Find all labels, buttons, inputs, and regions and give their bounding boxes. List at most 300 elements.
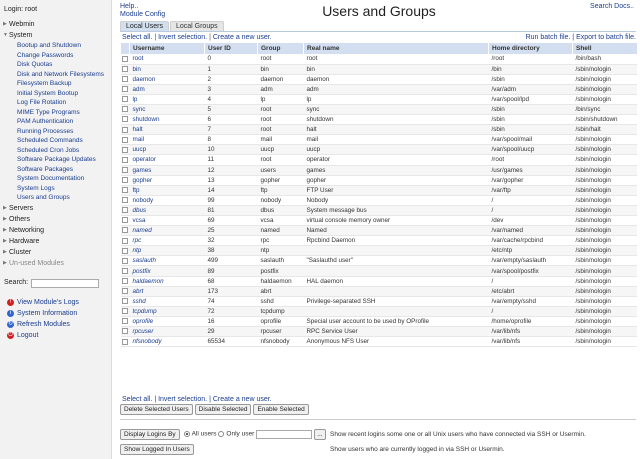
invert-selection-link[interactable]: Invert selection. bbox=[158, 396, 208, 403]
user-id-cell: 69 bbox=[205, 216, 258, 226]
row-checkbox[interactable] bbox=[122, 268, 128, 274]
table-actions-bottom bbox=[122, 396, 272, 403]
home-directory-cell: / bbox=[489, 276, 573, 286]
real-name-cell: shutdown bbox=[304, 115, 489, 125]
row-checkbox[interactable] bbox=[122, 328, 128, 334]
username-cell[interactable]: nfsnobody bbox=[130, 337, 205, 347]
column-header-shell[interactable]: Shell bbox=[573, 43, 637, 54]
user-id-cell: 499 bbox=[205, 256, 258, 266]
home-directory-cell: /var/spool/lpd bbox=[489, 94, 573, 104]
shell-cell: /bin/bash bbox=[573, 54, 637, 64]
row-checkbox[interactable] bbox=[122, 106, 128, 112]
row-checkbox[interactable] bbox=[122, 288, 128, 294]
home-directory-cell: /root bbox=[489, 54, 573, 64]
column-header-select bbox=[121, 43, 130, 54]
export-batch-link[interactable]: Export to batch file. bbox=[576, 34, 636, 41]
sidebar-item-mime-type-programs[interactable]: MIME Type Programs bbox=[17, 108, 80, 116]
sidebar-item-running-processes[interactable]: Running Processes bbox=[17, 127, 74, 135]
user-id-cell: 99 bbox=[205, 195, 258, 205]
real-name-cell bbox=[304, 246, 489, 256]
home-directory-cell: /root bbox=[489, 155, 573, 165]
user-browse-button[interactable]: ... bbox=[314, 429, 325, 440]
username-cell[interactable]: sshd bbox=[130, 296, 205, 306]
separator: | bbox=[154, 396, 157, 403]
user-id-cell: 11 bbox=[205, 155, 258, 165]
sidebar-links bbox=[0, 297, 112, 341]
group-cell: lp bbox=[258, 94, 304, 104]
row-checkbox[interactable] bbox=[122, 238, 128, 244]
users-table-body bbox=[121, 54, 637, 347]
row-checkbox[interactable] bbox=[122, 177, 128, 183]
tab-divider bbox=[120, 31, 636, 32]
home-directory-cell: /usr/games bbox=[489, 165, 573, 175]
username-cell[interactable]: uucp bbox=[130, 145, 205, 155]
table-header-row bbox=[121, 43, 637, 54]
separator: | bbox=[209, 34, 211, 41]
row-checkbox[interactable] bbox=[122, 298, 128, 304]
username-cell[interactable]: saslauth bbox=[130, 256, 205, 266]
shell-cell: /sbin/nologin bbox=[573, 256, 637, 266]
only-user-input[interactable] bbox=[256, 430, 312, 439]
shell-cell: /sbin/nologin bbox=[573, 296, 637, 306]
real-name-cell: System message bus bbox=[304, 205, 489, 215]
page-title: Users and Groups bbox=[322, 3, 436, 19]
real-name-cell: Special user account to be used by OProfile bbox=[304, 316, 489, 326]
home-directory-cell: /var/lib/nfs bbox=[489, 337, 573, 347]
username-cell[interactable]: sync bbox=[130, 104, 205, 114]
username-cell[interactable]: bin bbox=[130, 64, 205, 74]
module-config-link[interactable]: Module Config bbox=[120, 11, 166, 18]
bulk-action-buttons bbox=[120, 404, 311, 415]
shell-cell: /sbin/nologin bbox=[573, 327, 637, 337]
username-cell[interactable]: adm bbox=[130, 84, 205, 94]
group-cell: ftp bbox=[258, 185, 304, 195]
user-id-cell: 4 bbox=[205, 94, 258, 104]
user-id-cell: 72 bbox=[205, 306, 258, 316]
table-row bbox=[121, 84, 637, 94]
column-header-user-id[interactable]: User ID bbox=[205, 43, 258, 54]
row-select-cell bbox=[121, 104, 130, 114]
real-name-cell: gopher bbox=[304, 175, 489, 185]
table-row bbox=[121, 94, 637, 104]
home-directory-cell: /sbin bbox=[489, 115, 573, 125]
user-id-cell: 68 bbox=[205, 276, 258, 286]
shell-cell: /sbin/nologin bbox=[573, 64, 637, 74]
sidebar-category-hardware[interactable] bbox=[0, 236, 112, 247]
select-all-link[interactable]: Select all. bbox=[122, 34, 153, 41]
caret-right-icon: ▶ bbox=[3, 259, 7, 266]
table-row bbox=[121, 125, 637, 135]
real-name-cell: sync bbox=[304, 104, 489, 114]
user-id-cell: 8 bbox=[205, 135, 258, 145]
row-select-cell bbox=[121, 236, 130, 246]
row-checkbox[interactable] bbox=[122, 127, 128, 133]
home-directory-cell: /var/empty/saslauth bbox=[489, 256, 573, 266]
row-select-cell bbox=[121, 74, 130, 84]
sidebar-category-label: Webmin bbox=[9, 21, 35, 28]
shell-cell: /sbin/nologin bbox=[573, 145, 637, 155]
home-directory-cell: /sbin bbox=[489, 74, 573, 84]
username-cell[interactable]: lp bbox=[130, 94, 205, 104]
group-cell: ntp bbox=[258, 246, 304, 256]
table-row bbox=[121, 115, 637, 125]
sidebar-link-logout[interactable] bbox=[0, 330, 112, 341]
user-id-cell: 0 bbox=[205, 54, 258, 64]
sidebar-item-pam-authentication[interactable]: PAM Authentication bbox=[17, 118, 74, 125]
sidebar-item-software-packages[interactable]: Software Packages bbox=[17, 165, 74, 173]
sidebar-item-users-and-groups[interactable]: Users and Groups bbox=[17, 194, 70, 201]
sidebar-item-bootup-and-shutdown[interactable]: Bootup and Shutdown bbox=[17, 42, 81, 49]
table-row bbox=[121, 306, 637, 316]
column-header-home-directory[interactable]: Home directory bbox=[489, 43, 573, 54]
caret-right-icon: ▶ bbox=[3, 226, 7, 233]
row-checkbox[interactable] bbox=[122, 227, 128, 233]
table-row bbox=[121, 226, 637, 236]
group-cell: mail bbox=[258, 135, 304, 145]
sidebar-category-networking[interactable] bbox=[0, 225, 112, 236]
enable-selected-button[interactable]: Enable Selected bbox=[253, 404, 308, 415]
real-name-cell: mail bbox=[304, 135, 489, 145]
real-name-cell: lp bbox=[304, 94, 489, 104]
invert-selection-link[interactable]: Invert selection. bbox=[158, 34, 208, 41]
group-cell: named bbox=[258, 226, 304, 236]
group-cell: postfix bbox=[258, 266, 304, 276]
shell-cell: /sbin/nologin bbox=[573, 94, 637, 104]
group-cell: nfsnobody bbox=[258, 337, 304, 347]
user-id-cell: 3 bbox=[205, 84, 258, 94]
group-cell: tcpdump bbox=[258, 306, 304, 316]
real-name-cell bbox=[304, 306, 489, 316]
row-checkbox[interactable] bbox=[122, 187, 128, 193]
username-cell[interactable]: abrt bbox=[130, 286, 205, 296]
username-cell[interactable]: rpcuser bbox=[130, 327, 205, 337]
group-cell: oprofile bbox=[258, 316, 304, 326]
username-cell[interactable]: haldaemon bbox=[130, 276, 205, 286]
info-icon: i bbox=[7, 310, 14, 317]
row-select-cell bbox=[121, 226, 130, 236]
section-divider bbox=[120, 419, 636, 420]
separator: | bbox=[209, 396, 211, 403]
row-select-cell bbox=[121, 205, 130, 215]
row-checkbox[interactable] bbox=[122, 258, 128, 264]
user-id-cell: 38 bbox=[205, 246, 258, 256]
username-cell[interactable]: daemon bbox=[130, 74, 205, 84]
home-directory-cell: /var/adm bbox=[489, 84, 573, 94]
shell-cell: /sbin/nologin bbox=[573, 337, 637, 347]
real-name-cell: HAL daemon bbox=[304, 276, 489, 286]
home-directory-cell: /home/oprofile bbox=[489, 316, 573, 326]
row-select-cell bbox=[121, 185, 130, 195]
row-select-cell bbox=[121, 316, 130, 326]
table-row bbox=[121, 296, 637, 306]
caret-right-icon: ▶ bbox=[3, 248, 7, 255]
username-cell[interactable]: root bbox=[130, 54, 205, 64]
table-row bbox=[121, 337, 637, 347]
username-cell[interactable]: gopher bbox=[130, 175, 205, 185]
table-row bbox=[121, 195, 637, 205]
user-id-cell: 16 bbox=[205, 316, 258, 326]
home-directory-cell: / bbox=[489, 306, 573, 316]
user-id-cell: 5 bbox=[205, 104, 258, 114]
only-user-label: Only user bbox=[226, 430, 255, 438]
group-cell: root bbox=[258, 104, 304, 114]
group-cell: vcsa bbox=[258, 216, 304, 226]
group-cell: root bbox=[258, 125, 304, 135]
warning-icon: ! bbox=[7, 299, 14, 306]
username-cell[interactable]: games bbox=[130, 165, 205, 175]
row-checkbox[interactable] bbox=[122, 137, 128, 143]
row-checkbox[interactable] bbox=[122, 147, 128, 153]
search-docs-link[interactable]: Search Docs.. bbox=[590, 3, 634, 10]
sidebar-link-label: System Information bbox=[17, 310, 78, 317]
real-name-cell: uucp bbox=[304, 145, 489, 155]
row-checkbox[interactable] bbox=[122, 86, 128, 92]
username-cell[interactable]: tcpdump bbox=[130, 306, 205, 316]
table-row bbox=[121, 216, 637, 226]
sidebar-category-webmin[interactable] bbox=[0, 19, 112, 30]
row-select-cell bbox=[121, 125, 130, 135]
sidebar-category-servers[interactable] bbox=[0, 203, 112, 214]
table-row bbox=[121, 246, 637, 256]
caret-right-icon: ▶ bbox=[3, 21, 7, 27]
real-name-cell: root bbox=[304, 54, 489, 64]
home-directory-cell: /var/lib/nfs bbox=[489, 327, 573, 337]
sidebar-item-system-logs[interactable]: System Logs bbox=[17, 184, 55, 192]
user-id-cell: 81 bbox=[205, 205, 258, 215]
user-id-cell: 13 bbox=[205, 175, 258, 185]
row-select-cell bbox=[121, 195, 130, 205]
table-row bbox=[121, 155, 637, 165]
real-name-cell: operator bbox=[304, 155, 489, 165]
username-cell[interactable]: nobody bbox=[130, 195, 205, 205]
sidebar-item-system-documentation[interactable]: System Documentation bbox=[17, 175, 85, 182]
home-directory-cell: /dev bbox=[489, 216, 573, 226]
sidebar-link-system-information[interactable] bbox=[0, 308, 112, 319]
row-checkbox[interactable] bbox=[122, 339, 128, 345]
refresh-icon: ↻ bbox=[7, 321, 14, 327]
sidebar-item-software-package-updates[interactable]: Software Package Updates bbox=[17, 156, 96, 163]
shell-cell: /sbin/nologin bbox=[573, 266, 637, 276]
sidebar-category-label: Hardware bbox=[9, 237, 40, 245]
all-users-radio[interactable] bbox=[184, 431, 190, 437]
sidebar-category-label: Servers bbox=[9, 204, 34, 212]
search-input[interactable] bbox=[31, 279, 99, 288]
row-checkbox[interactable] bbox=[122, 157, 128, 163]
real-name-cell: FTP User bbox=[304, 185, 489, 195]
home-directory-cell: /var/spool/mail bbox=[489, 135, 573, 145]
logged-in-users-row bbox=[120, 444, 638, 456]
table-row bbox=[121, 185, 637, 195]
display-logins-button[interactable]: Display Logins By bbox=[120, 429, 180, 440]
only-user-radio[interactable] bbox=[218, 431, 224, 437]
shell-cell: /sbin/nologin bbox=[573, 185, 637, 195]
caret-right-icon: ▶ bbox=[3, 215, 7, 222]
row-checkbox[interactable] bbox=[122, 318, 128, 324]
user-id-cell: 14 bbox=[205, 185, 258, 195]
help-link[interactable]: Help.. bbox=[120, 3, 139, 10]
row-select-cell bbox=[121, 64, 130, 74]
username-cell[interactable]: operator bbox=[130, 155, 205, 165]
display-logins-row bbox=[120, 429, 638, 441]
home-directory-cell: /var/spool/uucp bbox=[489, 145, 573, 155]
disable-selected-button[interactable]: Disable Selected bbox=[195, 404, 252, 415]
sidebar-item-initial-system-bootup[interactable]: Initial System Bootup bbox=[17, 89, 79, 97]
show-logged-in-users-button[interactable]: Show Logged In Users bbox=[120, 444, 194, 455]
column-header-group[interactable]: Group bbox=[258, 43, 304, 54]
column-header-username[interactable]: Username bbox=[130, 43, 205, 54]
row-select-cell bbox=[121, 94, 130, 104]
table-row bbox=[121, 327, 637, 337]
row-checkbox[interactable] bbox=[122, 116, 128, 122]
group-cell: rpc bbox=[258, 236, 304, 246]
shell-cell: /sbin/nologin bbox=[573, 74, 637, 84]
caret-down-icon: ▼ bbox=[3, 32, 8, 38]
delete-selected-users-button[interactable]: Delete Selected Users bbox=[120, 404, 193, 415]
tab-local-groups[interactable]: Local Groups bbox=[170, 21, 224, 31]
create-user-link[interactable]: Create a new user. bbox=[212, 396, 272, 403]
group-cell: gopher bbox=[258, 175, 304, 185]
username-cell[interactable]: oprofile bbox=[130, 316, 205, 326]
sidebar-item-disk-and-network-filesystems[interactable]: Disk and Network Filesystems bbox=[17, 70, 105, 78]
home-directory-cell: /var/ftp bbox=[489, 185, 573, 195]
home-directory-cell: /var/spool/postfix bbox=[489, 266, 573, 276]
group-cell: root bbox=[258, 115, 304, 125]
real-name-cell: Nobody bbox=[304, 195, 489, 205]
separator: | bbox=[572, 34, 575, 41]
row-checkbox[interactable] bbox=[122, 308, 128, 314]
row-select-cell bbox=[121, 266, 130, 276]
sidebar-category-others[interactable] bbox=[0, 214, 112, 225]
username-cell[interactable]: dbus bbox=[130, 205, 205, 215]
username-cell[interactable]: postfix bbox=[130, 266, 205, 276]
username-cell[interactable]: ntp bbox=[130, 246, 205, 256]
sidebar-category-label: Others bbox=[9, 215, 31, 223]
user-id-cell: 89 bbox=[205, 266, 258, 276]
group-cell: nobody bbox=[258, 195, 304, 205]
row-checkbox[interactable] bbox=[122, 76, 128, 82]
shell-cell: /sbin/nologin bbox=[573, 286, 637, 296]
user-id-cell: 7 bbox=[205, 125, 258, 135]
row-checkbox[interactable] bbox=[122, 56, 128, 62]
sidebar-item-log-file-rotation[interactable]: Log File Rotation bbox=[17, 99, 67, 106]
home-directory-cell: /etc/ntp bbox=[489, 246, 573, 256]
sidebar-category-cluster[interactable] bbox=[0, 247, 112, 258]
sidebar-link-refresh-modules[interactable] bbox=[0, 319, 112, 330]
row-checkbox[interactable] bbox=[122, 197, 128, 203]
user-id-cell: 1 bbox=[205, 64, 258, 74]
logged-in-users-note: Show users who are currently logged in via SSH or Usermin. bbox=[330, 446, 505, 453]
sidebar-link-view-module-s-logs[interactable] bbox=[0, 297, 112, 308]
tab-local-users[interactable]: Local Users bbox=[120, 21, 169, 31]
row-select-cell bbox=[121, 145, 130, 155]
user-id-cell: 74 bbox=[205, 296, 258, 306]
username-cell[interactable]: ftp bbox=[130, 185, 205, 195]
sidebar-category-label: Cluster bbox=[9, 248, 32, 256]
table-row bbox=[121, 104, 637, 114]
username-cell[interactable]: vcsa bbox=[130, 216, 205, 226]
row-select-cell bbox=[121, 286, 130, 296]
username-cell[interactable]: mail bbox=[130, 135, 205, 145]
username-cell[interactable]: named bbox=[130, 226, 205, 236]
shell-cell: /sbin/nologin bbox=[573, 135, 637, 145]
row-select-cell bbox=[121, 327, 130, 337]
row-checkbox[interactable] bbox=[122, 248, 128, 254]
row-checkbox[interactable] bbox=[122, 66, 128, 72]
table-row bbox=[121, 64, 637, 74]
real-name-cell: virtual console memory owner bbox=[304, 216, 489, 226]
shell-cell: /sbin/shutdown bbox=[573, 115, 637, 125]
home-directory-cell: / bbox=[489, 195, 573, 205]
users-table bbox=[120, 43, 637, 347]
row-checkbox[interactable] bbox=[122, 167, 128, 173]
real-name-cell: Anonymous NFS User bbox=[304, 337, 489, 347]
user-id-cell: 173 bbox=[205, 286, 258, 296]
sidebar-item-scheduled-cron-jobs[interactable]: Scheduled Cron Jobs bbox=[17, 146, 80, 154]
caret-right-icon: ▶ bbox=[3, 204, 7, 211]
shell-cell: /sbin/nologin bbox=[573, 175, 637, 185]
username-cell[interactable]: rpc bbox=[130, 236, 205, 246]
real-name-cell: games bbox=[304, 165, 489, 175]
sidebar-item-filesystem-backup[interactable]: Filesystem Backup bbox=[17, 80, 72, 87]
sidebar-item-change-passwords[interactable]: Change Passwords bbox=[17, 51, 74, 59]
user-id-cell: 12 bbox=[205, 165, 258, 175]
run-batch-link[interactable]: Run batch file. bbox=[525, 34, 571, 41]
table-row bbox=[121, 175, 637, 185]
group-cell: root bbox=[258, 54, 304, 64]
user-id-cell: 29 bbox=[205, 327, 258, 337]
row-checkbox[interactable] bbox=[122, 217, 128, 223]
real-name-cell: Rpcbind Daemon bbox=[304, 236, 489, 246]
real-name-cell: Privilege-separated SSH bbox=[304, 296, 489, 306]
row-select-cell bbox=[121, 256, 130, 266]
sidebar-item-disk-quotas[interactable]: Disk Quotas bbox=[17, 61, 53, 68]
shell-cell: /sbin/nologin bbox=[573, 205, 637, 215]
row-select-cell bbox=[121, 306, 130, 316]
batch-links bbox=[526, 34, 636, 41]
group-cell: sshd bbox=[258, 296, 304, 306]
username-cell[interactable]: halt bbox=[130, 125, 205, 135]
row-checkbox[interactable] bbox=[122, 96, 128, 102]
home-directory-cell: /sbin bbox=[489, 104, 573, 114]
select-all-link[interactable]: Select all. bbox=[122, 396, 153, 403]
row-checkbox[interactable] bbox=[122, 278, 128, 284]
real-name-cell: adm bbox=[304, 84, 489, 94]
real-name-cell: bin bbox=[304, 64, 489, 74]
display-logins-note: Show recent logins some one or all Unix users who have connected via SSH or Usermin. bbox=[330, 431, 586, 438]
username-cell[interactable]: shutdown bbox=[130, 115, 205, 125]
sidebar-category-un-used-modules[interactable] bbox=[0, 258, 112, 269]
sidebar-category-system[interactable] bbox=[0, 30, 112, 41]
user-id-cell: 65534 bbox=[205, 337, 258, 347]
home-directory-cell: /var/empty/sshd bbox=[489, 296, 573, 306]
group-cell: root bbox=[258, 155, 304, 165]
real-name-cell bbox=[304, 266, 489, 276]
group-cell: rpcuser bbox=[258, 327, 304, 337]
table-row bbox=[121, 286, 637, 296]
row-select-cell bbox=[121, 337, 130, 347]
real-name-cell bbox=[304, 286, 489, 296]
table-row bbox=[121, 316, 637, 326]
user-id-cell: 10 bbox=[205, 145, 258, 155]
column-header-real-name[interactable]: Real name bbox=[304, 43, 489, 54]
table-row bbox=[121, 236, 637, 246]
sidebar-item-scheduled-commands[interactable]: Scheduled Commands bbox=[17, 137, 83, 144]
group-cell: adm bbox=[258, 84, 304, 94]
table-actions-top bbox=[122, 34, 272, 41]
create-user-link[interactable]: Create a new user. bbox=[212, 34, 272, 41]
sidebar-category-label: System bbox=[9, 32, 33, 39]
row-checkbox[interactable] bbox=[122, 207, 128, 213]
